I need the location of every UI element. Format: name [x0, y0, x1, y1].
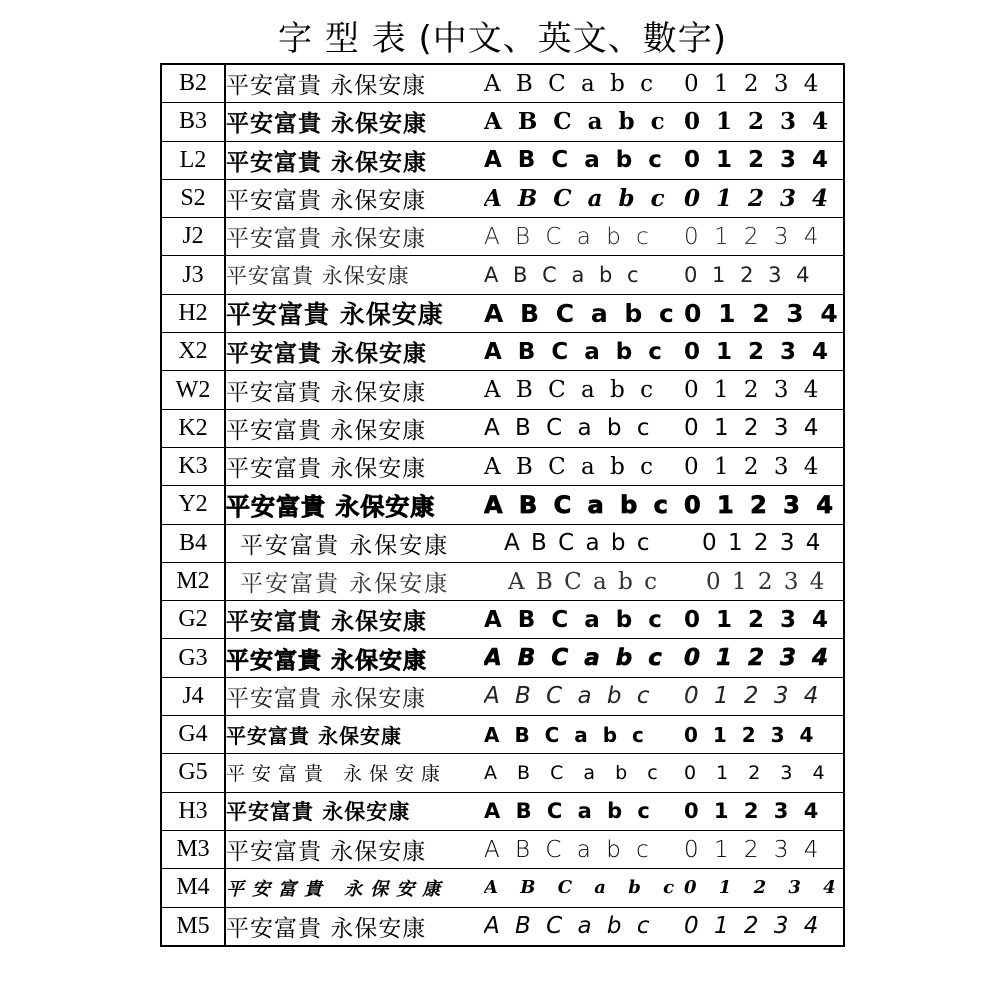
digit-sample-cell: 0 1 2 3 4 — [684, 409, 844, 447]
table-row — [161, 294, 844, 332]
latin-sample-cell: A B C a b c — [484, 141, 684, 179]
font-code-cell: H3 — [161, 792, 225, 830]
font-code-cell: J3 — [161, 256, 225, 294]
latin-sample-cell: A B C a b c — [484, 830, 684, 868]
table-row — [161, 830, 844, 868]
font-code-cell: B2 — [161, 64, 225, 103]
latin-sample-cell: A B C a b c — [484, 447, 684, 485]
table-row — [161, 409, 844, 447]
latin-sample-cell: A B C a b c — [484, 869, 684, 907]
table-row — [161, 333, 844, 371]
chinese-sample-cell: 平安富貴 永保安康 — [225, 218, 484, 256]
table-row — [161, 141, 844, 179]
chinese-sample-cell: 平安富貴 永保安康 — [225, 754, 484, 792]
chinese-sample-cell: 平安富貴 永保安康 — [226, 915, 427, 942]
chinese-sample-cell: 平安富貴 永保安康 — [225, 256, 484, 294]
font-code-cell: M5 — [161, 907, 225, 946]
font-code-cell: J2 — [161, 218, 225, 256]
chinese-sample-cell: 平安富貴 永保安康 — [225, 562, 484, 600]
font-code-cell: K2 — [161, 409, 225, 447]
latin-sample-cell: A B C a b c — [484, 409, 684, 447]
font-code-cell: G3 — [161, 639, 225, 677]
chinese-sample-cell: 平安富貴 永保安康 — [225, 333, 484, 371]
table-row — [161, 677, 844, 715]
chinese-sample-cell: 平安富貴 永保安康 — [225, 716, 484, 754]
latin-sample-cell: A B C a b c — [484, 256, 684, 294]
latin-sample-cell: A B C a b c — [484, 913, 654, 940]
font-sample-table-body — [161, 64, 844, 946]
digit-sample-cell: 0 1 2 3 4 — [684, 524, 844, 562]
chinese-sample-cell: 平安富貴 永保安康 — [225, 792, 484, 830]
table-row — [161, 792, 844, 830]
latin-sample-cell: A B C a b c — [484, 64, 684, 103]
digit-sample-cell: 0 1 2 3 4 — [684, 64, 844, 103]
chinese-sample-cell: 平安富貴 永保安康 — [225, 294, 484, 332]
chinese-sample-cell: 平安富貴 永保安康 — [225, 371, 484, 409]
font-code-cell: B3 — [161, 103, 225, 141]
font-code-cell: L2 — [161, 141, 225, 179]
table-row — [161, 562, 844, 600]
latin-sample-cell: A B C a b c — [484, 103, 684, 141]
chinese-sample-cell: 平安富貴 永保安康 — [225, 179, 484, 217]
digit-sample-cell: 0 1 2 3 4 — [684, 256, 844, 294]
font-code-cell: H2 — [161, 294, 225, 332]
latin-sample-cell: A B C a b c — [484, 562, 684, 600]
chinese-sample-cell: 平安富貴 永保安康 — [225, 869, 484, 907]
font-code-cell: S2 — [161, 179, 225, 217]
chinese-sample-cell: 平安富貴 永保安康 — [225, 677, 484, 715]
digit-sample-cell: 0 1 2 3 4 — [684, 179, 844, 217]
font-sample-table — [160, 63, 845, 947]
latin-sample-cell: A B C a b c — [484, 716, 684, 754]
digit-sample-cell: 0 1 2 3 4 — [684, 294, 844, 332]
chinese-sample-cell: 平安富貴 永保安康 — [225, 64, 484, 103]
table-row — [161, 524, 844, 562]
digit-sample-cell: 0 1 2 3 4 — [684, 486, 844, 524]
font-code-cell: M3 — [161, 830, 225, 868]
digit-sample-cell: 0 1 2 3 4 — [684, 601, 844, 639]
table-row — [161, 218, 844, 256]
chinese-sample-cell: 平安富貴 永保安康 — [225, 524, 484, 562]
digit-sample-cell: 0 1 2 3 4 — [684, 141, 844, 179]
font-code-cell: Y2 — [161, 486, 225, 524]
digit-sample-cell: 0 1 2 3 4 — [684, 639, 844, 677]
table-row — [161, 486, 844, 524]
table-row — [161, 371, 844, 409]
digit-sample-cell: 0 1 2 3 4 — [684, 218, 844, 256]
latin-sample-cell: A B C a b c — [484, 524, 684, 562]
latin-sample-cell: A B C a b c — [484, 333, 684, 371]
latin-sample-cell: A B C a b c — [484, 486, 684, 524]
chinese-sample-cell: 平安富貴 永保安康 — [225, 639, 484, 677]
latin-sample-cell: A B C a b c — [484, 218, 684, 256]
chinese-sample-cell: 平安富貴 永保安康 — [225, 486, 484, 524]
chinese-sample-cell: 平安富貴 永保安康 — [225, 601, 484, 639]
digit-sample-cell: 0 1 2 3 4 — [684, 447, 844, 485]
page-title: 字 型 表 (中文、英文、數字) — [278, 19, 727, 59]
digit-sample-cell: 0 1 2 3 4 — [684, 103, 844, 141]
table-row — [161, 256, 844, 294]
table-row — [161, 869, 844, 907]
digit-sample-cell: 0 1 2 3 4 — [684, 562, 844, 600]
chinese-sample-cell: 平安富貴 永保安康 — [225, 830, 484, 868]
digit-sample-cell: 0 1 2 3 4 — [684, 913, 823, 940]
digit-sample-cell: 0 1 2 3 4 — [684, 830, 844, 868]
digit-sample-cell: 0 1 2 3 4 — [684, 333, 844, 371]
digit-sample-cell: 0 1 2 3 4 — [684, 716, 844, 754]
chinese-sample-cell: 平安富貴 永保安康 — [225, 447, 484, 485]
font-code-cell: M4 — [161, 869, 225, 907]
digit-sample-cell: 0 1 2 3 4 — [684, 869, 844, 907]
font-code-cell: W2 — [161, 371, 225, 409]
chinese-sample-cell: 平安富貴 永保安康 — [225, 103, 484, 141]
table-row — [161, 907, 844, 946]
table-row — [161, 754, 844, 792]
digit-sample-cell: 0 1 2 3 4 — [684, 792, 844, 830]
font-code-cell: J4 — [161, 677, 225, 715]
chinese-sample-cell: 平安富貴 永保安康 — [225, 409, 484, 447]
digit-sample-cell: 0 1 2 3 4 — [684, 371, 844, 409]
latin-sample-cell: A B C a b c — [484, 792, 684, 830]
latin-sample-cell: A B C a b c — [484, 677, 684, 715]
digit-sample-cell: 0 1 2 3 4 — [684, 754, 844, 792]
table-row — [161, 447, 844, 485]
table-row — [161, 103, 844, 141]
font-code-cell: G2 — [161, 601, 225, 639]
font-code-cell: G4 — [161, 716, 225, 754]
chinese-sample-cell: 平安富貴 永保安康 — [225, 141, 484, 179]
font-code-cell: G5 — [161, 754, 225, 792]
table-row — [161, 639, 844, 677]
latin-sample-cell: A B C a b c — [484, 601, 684, 639]
table-row — [161, 601, 844, 639]
font-code-cell: M2 — [161, 562, 225, 600]
latin-sample-cell: A B C a b c — [484, 639, 684, 677]
latin-sample-cell: A B C a b c — [484, 294, 684, 332]
latin-sample-cell: A B C a b c — [484, 371, 684, 409]
latin-sample-cell: A B C a b c — [484, 179, 684, 217]
latin-sample-cell: A B C a b c — [484, 754, 684, 792]
font-code-cell: B4 — [161, 524, 225, 562]
table-row — [161, 179, 844, 217]
table-row — [161, 64, 844, 103]
table-row — [161, 716, 844, 754]
font-code-cell: K3 — [161, 447, 225, 485]
digit-sample-cell: 0 1 2 3 4 — [684, 677, 844, 715]
font-code-cell: X2 — [161, 333, 225, 371]
